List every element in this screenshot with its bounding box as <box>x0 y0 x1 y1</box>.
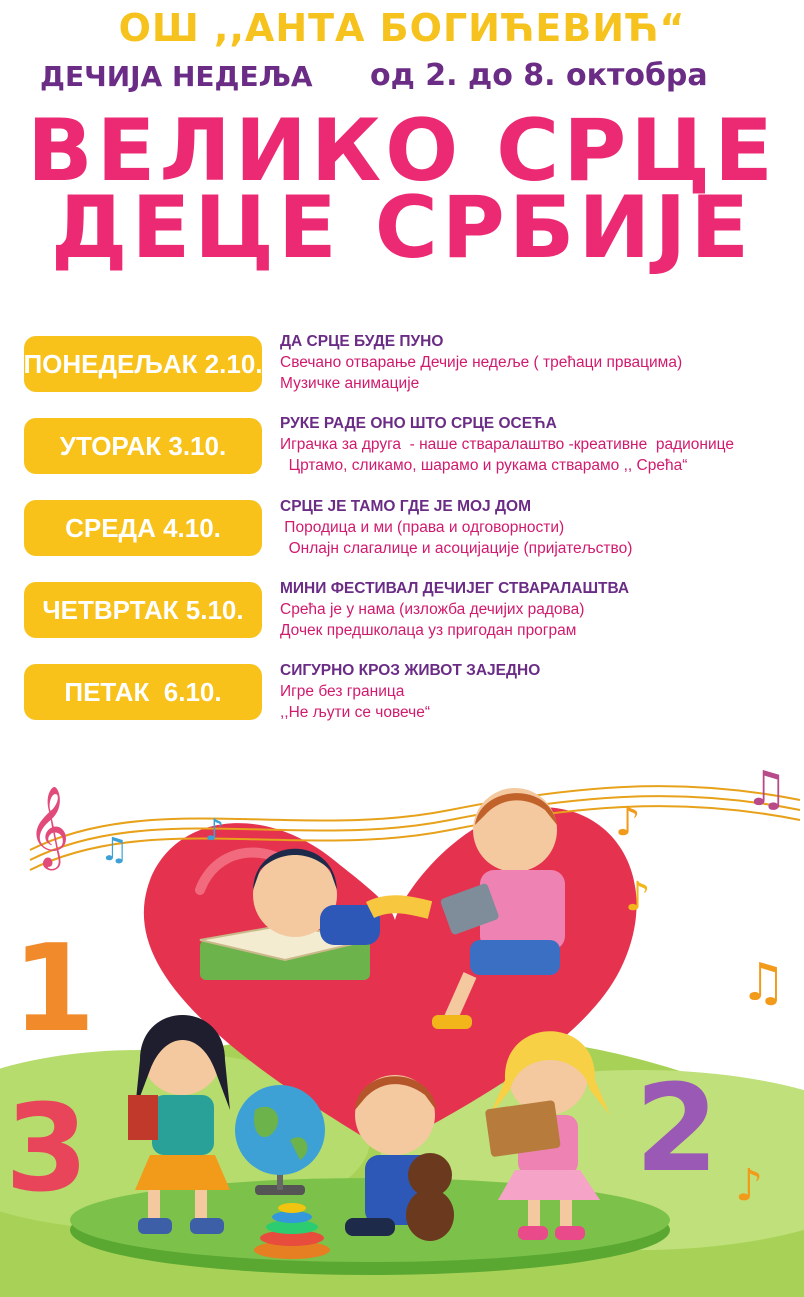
day-badge-tuesday: УТОРАК 3.10. <box>24 418 262 474</box>
event-heading: РУКЕ РАДЕ ОНО ШТО СРЦЕ ОСЕЋА <box>280 415 557 432</box>
treble-clef-icon: 𝄞 <box>28 785 70 867</box>
music-note-icon: ♫ <box>100 830 129 868</box>
number-two-icon: 2 <box>635 1060 719 1199</box>
event-line: Игре без граница <box>280 683 405 700</box>
event-tuesday <box>280 413 790 476</box>
event-line: Музичке анимације <box>280 375 420 392</box>
event-wednesday <box>280 496 790 559</box>
event-line: Породица и ми (права и одговорности) <box>280 519 565 536</box>
event-heading: СРЦЕ ЈЕ ТАМО ГДЕ ЈЕ МОЈ ДОМ <box>280 498 531 515</box>
music-note-icon: ♫ <box>740 953 787 1013</box>
music-note-icon: ♪ <box>735 1160 764 1211</box>
event-heading: МИНИ ФЕСТИВАЛ ДЕЧИЈЕГ СТВАРАЛАШТВА <box>280 580 630 597</box>
date-range: од 2. до 8. октобра <box>370 58 708 93</box>
event-line: Играчка за друга - наше стваралаштво -креативне радионице <box>280 436 734 453</box>
number-one-icon: 1 <box>12 920 96 1059</box>
music-note-icon: ♫ <box>745 761 789 817</box>
music-note-icon: ♪ <box>615 799 641 845</box>
day-badge-monday: ПОНЕДЕЉАК 2.10. <box>24 336 262 392</box>
event-line: Срећа је у нама (изложба дечијих радова) <box>280 601 585 618</box>
event-heading: СИГУРНО КРОЗ ЖИВОТ ЗАЈЕДНО <box>280 662 541 679</box>
day-badge-friday: ПЕТАК 6.10. <box>24 664 262 720</box>
event-heading: ДА СРЦЕ БУДЕ ПУНО <box>280 333 444 350</box>
school-name: ОШ ,,АНТА БОГИЋЕВИЋ“ <box>118 6 686 50</box>
music-note-icon: ♪ <box>205 813 225 848</box>
week-label: ДЕЧИЈА НЕДЕЉА <box>40 60 313 93</box>
main-title-line-2: ДЕЦЕ СРБИЈЕ <box>50 178 754 278</box>
event-line: Онлајн слагалице и асоцијације (пријатељство) <box>280 540 633 557</box>
event-monday <box>280 331 790 394</box>
event-line: Дочек предшколаца уз пригодан програм <box>280 622 577 639</box>
day-badge-wednesday: СРЕДА 4.10. <box>24 500 262 556</box>
children-heart-illustration <box>0 730 804 1297</box>
event-friday <box>280 660 790 723</box>
music-staff <box>30 786 800 870</box>
day-badge-thursday: ЧЕТВРТАК 5.10. <box>24 582 262 638</box>
main-title-line-1: ВЕЛИКО СРЦЕ <box>27 101 777 201</box>
music-note-icon: ♪ <box>625 874 651 920</box>
event-line: ,,Не љути се човече“ <box>280 704 430 721</box>
number-three-icon: 3 <box>5 1080 89 1219</box>
event-line: Свечано отварање Дечије недеље ( трећаци првацима) <box>280 354 683 371</box>
event-line: Цртамо, сликамо, шарамо и рукама стварамо ,, Срећа“ <box>280 457 688 474</box>
event-thursday <box>280 578 790 641</box>
